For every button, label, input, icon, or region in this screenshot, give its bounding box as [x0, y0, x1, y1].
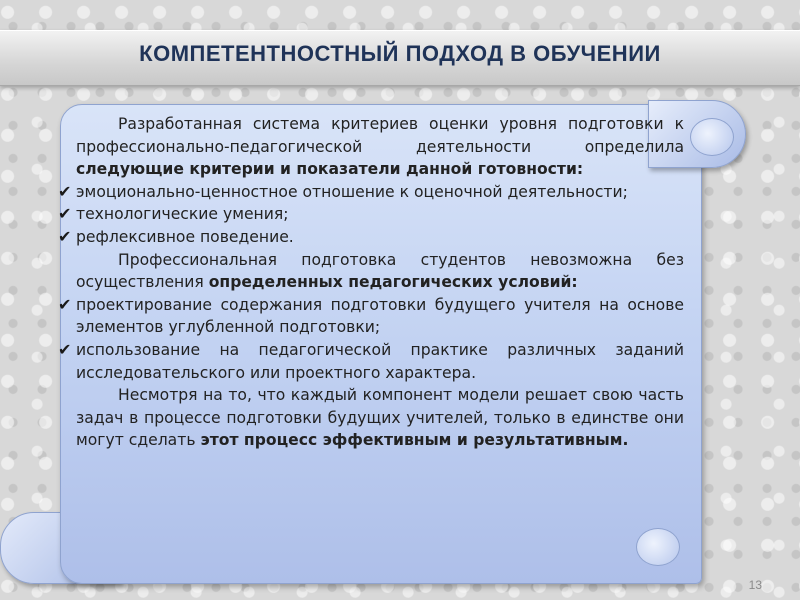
- condition-item: [58, 294, 684, 339]
- check-mark-icon: ✔: [58, 226, 72, 246]
- conditions-bold-text: определенных педагогических условий:: [208, 273, 578, 292]
- criteria-item: [58, 181, 684, 204]
- check-mark-icon: ✔: [58, 294, 72, 314]
- intro-text: Разработанная система критериев оценки уровня подготовки к профессионально-педагогической деятельности определила: [76, 115, 684, 156]
- intro-bold-text: следующие критерии и показатели данной готовности:: [76, 160, 584, 179]
- criteria-item-text: рефлексивное поведение.: [76, 227, 294, 246]
- conclusion-paragraph: [76, 384, 684, 452]
- intro-paragraph: [76, 113, 684, 181]
- criteria-item: [58, 226, 684, 249]
- criteria-item-text: эмоционально-ценностное отношение к оценочной деятельности;: [76, 182, 628, 201]
- scroll-roll-top: [690, 118, 734, 156]
- conclusion-bold-text: этот процесс эффективным и результативным.: [200, 431, 629, 450]
- conditions-intro-text: Профессиональная подготовка студентов невозможна без осуществления: [76, 250, 684, 292]
- slide-body: [58, 113, 684, 452]
- scroll-roll-bottom: [636, 528, 680, 566]
- check-mark-icon: ✔: [58, 204, 72, 224]
- page-number: 13: [748, 578, 762, 592]
- slide-title: КОМПЕТЕНТНОСТНЫЙ ПОДХОД В ОБУЧЕНИИ: [139, 41, 661, 66]
- condition-item-text: использование на педагогической практике различных заданий исследовательского или проектного характера.: [76, 340, 684, 382]
- check-mark-icon: ✔: [58, 339, 72, 359]
- conditions-paragraph: [76, 249, 684, 294]
- condition-item-text: проектирование содержания подготовки будущего учителя на основе элементов углубленной подготовки;: [76, 295, 684, 337]
- conclusion-text: Несмотря на то, что каждый компонент модели решает свою часть задач в процессе подготовки будущих учителей, только в единстве они могут сделать: [76, 386, 684, 450]
- check-mark-icon: ✔: [58, 181, 72, 201]
- criteria-item-text: технологические умения;: [76, 205, 289, 224]
- criteria-item: [58, 203, 684, 226]
- condition-item: [58, 339, 684, 384]
